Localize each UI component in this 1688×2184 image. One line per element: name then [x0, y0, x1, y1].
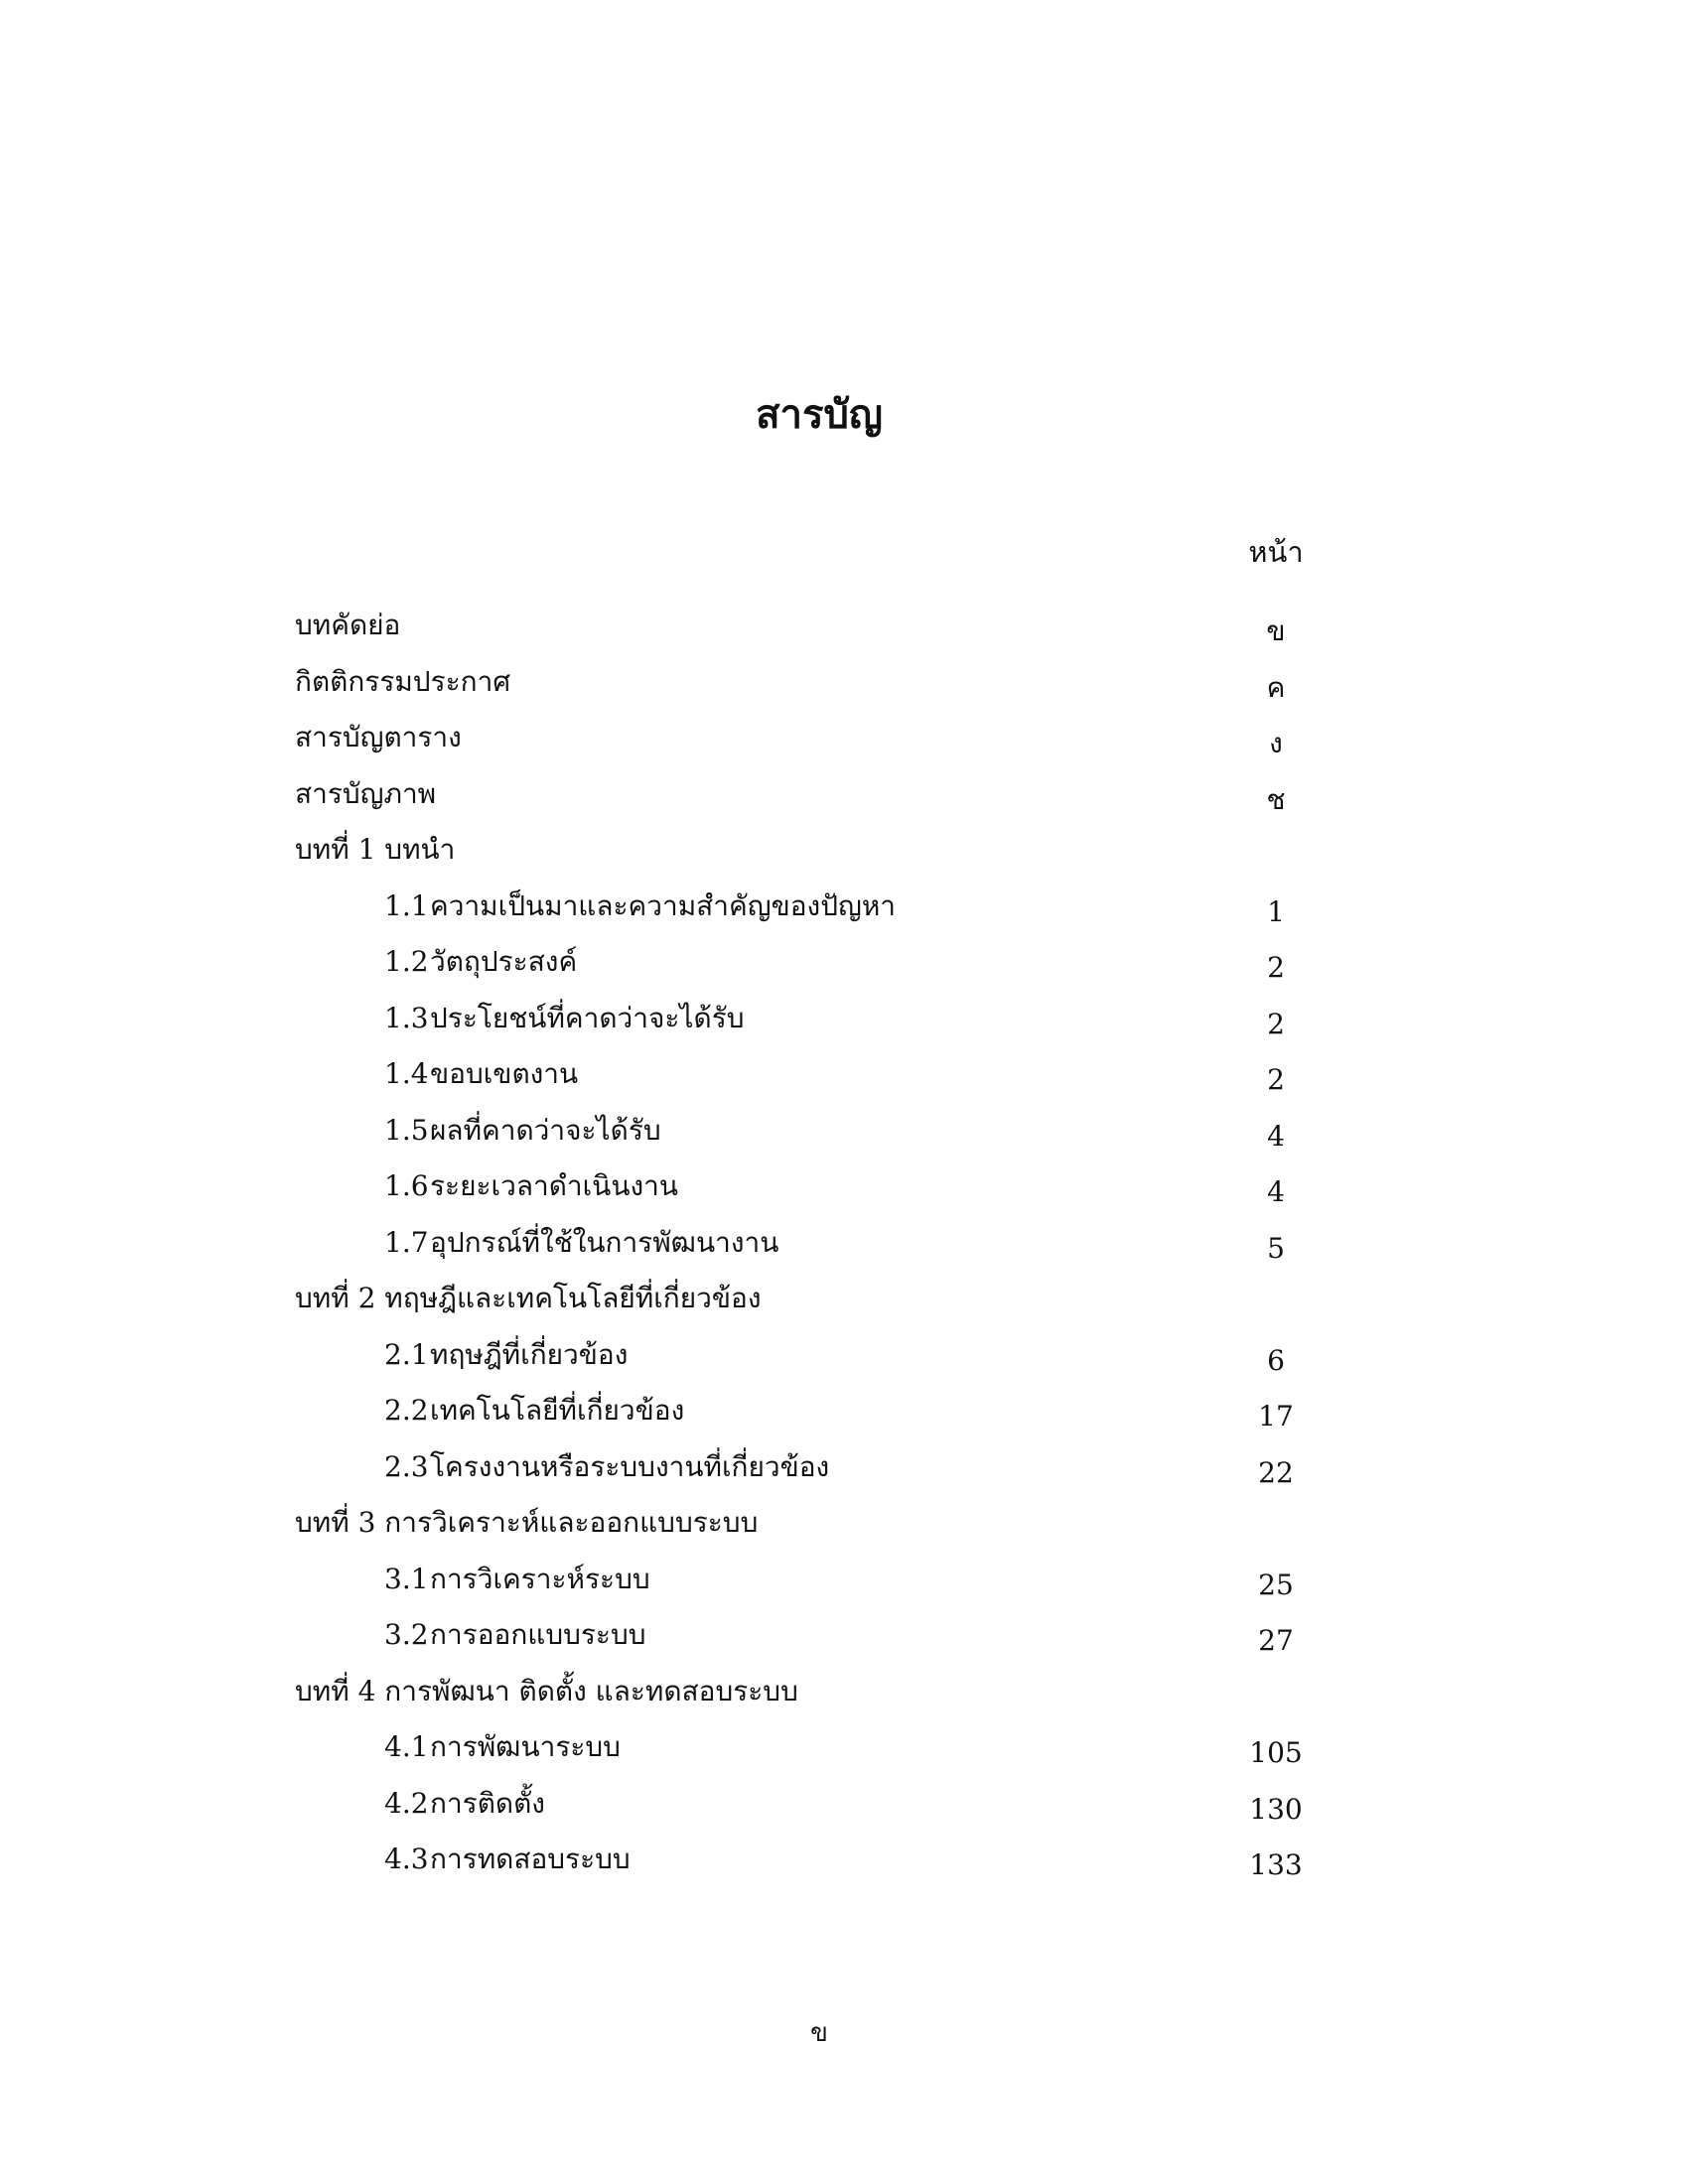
toc-entry-text: การวิเคราะห์ระบบ [430, 1562, 650, 1595]
toc-entry-label [295, 830, 455, 870]
toc-entry-page: 6 [1267, 1343, 1285, 1377]
toc-entry-page: ช [1266, 782, 1286, 816]
toc-entry [0, 1335, 1688, 1392]
toc-entry-label [295, 718, 462, 757]
toc-entry [0, 1615, 1688, 1672]
toc-entry-text: สารบัญตาราง [295, 721, 462, 753]
toc-entry [0, 1672, 1688, 1728]
toc-entry-label [384, 942, 577, 982]
toc-entry-page: 5 [1267, 1231, 1285, 1265]
toc-entry-label [384, 1166, 678, 1206]
toc-entry-text: การออกแบบระบบ [430, 1618, 646, 1651]
toc-entry-text: ประโยชน์ที่คาดว่าจะได้รับ [430, 1001, 745, 1034]
toc-entry-label [384, 1111, 661, 1151]
toc-entry-page: 130 [1249, 1792, 1303, 1826]
toc-entry-label [295, 662, 510, 702]
toc-entry-text: บทที่ 4 การพัฒนา ติดตั้ง และทดสอบระบบ [295, 1674, 798, 1707]
toc-entry-page: 105 [1249, 1736, 1303, 1769]
toc-entry-number: 2.3 [384, 1449, 429, 1483]
toc-entry [0, 1391, 1688, 1447]
toc-entry-page: ข [1266, 614, 1286, 647]
toc-entry [0, 1111, 1688, 1167]
toc-entry-text: สารบัญภาพ [295, 776, 437, 810]
toc-entry-text: การติดตั้ง [430, 1786, 545, 1820]
toc-entry-label [384, 1223, 778, 1263]
toc-entry-label [384, 1335, 628, 1375]
toc-entry-label [384, 1447, 829, 1487]
toc-entry-text: ทฤษฎีที่เกี่ยวข้อง [430, 1337, 629, 1371]
toc-entry-number: 1.5 [384, 1113, 429, 1147]
toc-entry-text: บทที่ 3 การวิเคราะห์และออกแบบระบบ [295, 1506, 759, 1539]
toc-entry-page: 2 [1267, 1063, 1285, 1096]
toc-entry [0, 774, 1688, 831]
toc-entry-page: 27 [1258, 1624, 1294, 1657]
toc-entry-text: การพัฒนาระบบ [430, 1730, 621, 1763]
footer-page-number: ข [810, 2018, 828, 2048]
toc-entry-text: ระยะเวลาดำเนินงาน [430, 1169, 678, 1202]
toc-entry-page: ง [1269, 727, 1283, 759]
toc-entry-number: 3.1 [384, 1562, 429, 1595]
toc-entry [0, 662, 1688, 719]
toc-entry-page: 1 [1267, 894, 1285, 928]
toc-entry-text: บทคัดย่อ [295, 609, 401, 641]
table-of-contents [0, 606, 1688, 1896]
toc-entry [0, 1840, 1688, 1896]
toc-entry-label [384, 887, 896, 926]
toc-entry-number: 1.2 [384, 945, 429, 978]
toc-entry-number: 1.7 [384, 1225, 429, 1259]
toc-entry-text: ผลที่คาดว่าจะได้รับ [430, 1113, 661, 1147]
toc-entry [0, 1279, 1688, 1335]
toc-entry-page: ค [1266, 670, 1286, 704]
toc-entry-text: เทคโนโลยีที่เกี่ยวข้อง [430, 1394, 685, 1427]
toc-entry-text: วัตถุประสงค์ [430, 945, 578, 978]
toc-entry-text: ความเป็นมาและความสำคัญของปัญหา [430, 888, 897, 922]
toc-entry [0, 1054, 1688, 1111]
toc-entry-page: 133 [1249, 1848, 1303, 1881]
toc-entry-number: 2.2 [384, 1394, 429, 1427]
toc-entry-page: 22 [1258, 1455, 1294, 1489]
toc-entry-page: 25 [1258, 1568, 1294, 1601]
toc-entry-page: 2 [1267, 1007, 1285, 1040]
toc-entry [0, 606, 1688, 662]
toc-entry-label [384, 1840, 631, 1879]
toc-entry [0, 999, 1688, 1055]
toc-entry-number: 1.6 [384, 1169, 429, 1202]
toc-entry-label [384, 1560, 650, 1599]
toc-entry [0, 887, 1688, 943]
toc-entry-label [384, 999, 745, 1038]
toc-entry [0, 1447, 1688, 1504]
toc-entry [0, 1166, 1688, 1223]
toc-entry-number: 1.1 [384, 888, 429, 922]
toc-entry-number: 4.3 [384, 1843, 429, 1875]
toc-entry [0, 1503, 1688, 1560]
toc-entry-text: อุปกรณ์ที่ใช้ในการพัฒนางาน [430, 1225, 779, 1259]
toc-entry [0, 830, 1688, 887]
toc-entry-label [295, 774, 436, 814]
toc-entry-label [384, 1054, 578, 1094]
toc-entry-page: 2 [1267, 951, 1285, 984]
toc-entry-number: 1.4 [384, 1057, 429, 1090]
toc-entry-text: โครงงานหรือระบบงานที่เกี่ยวข้อง [430, 1449, 830, 1483]
toc-entry-text: บทที่ 1 บทนำ [295, 833, 456, 866]
page-title: สารบัญ [756, 391, 883, 438]
toc-entry-number: 4.2 [384, 1786, 429, 1820]
toc-entry-text: บทที่ 2 ทฤษฎีและเทคโนโลยีที่เกี่ยวข้อง [295, 1282, 762, 1314]
toc-entry-page: 4 [1267, 1119, 1285, 1153]
toc-entry-label [384, 1615, 646, 1655]
toc-entry-number: 3.2 [384, 1618, 429, 1651]
toc-entry [0, 718, 1688, 774]
toc-entry-label [295, 1503, 758, 1543]
page-column-header: หน้า [1248, 535, 1304, 569]
toc-entry [0, 1223, 1688, 1280]
toc-entry-label [295, 1672, 798, 1711]
toc-entry-label [384, 1391, 684, 1431]
toc-entry-label [384, 1727, 621, 1767]
toc-entry-text: กิตติกรรมประกาศ [295, 664, 511, 698]
toc-entry-label [295, 606, 400, 645]
toc-entry-label [295, 1279, 762, 1318]
toc-entry-page: 4 [1267, 1175, 1285, 1208]
toc-entry [0, 942, 1688, 999]
toc-entry-label [384, 1784, 545, 1824]
toc-entry-number: 4.1 [384, 1730, 429, 1763]
toc-entry-page: 17 [1258, 1400, 1294, 1433]
toc-entry-number: 2.1 [384, 1337, 429, 1371]
toc-entry-text: การทดสอบระบบ [430, 1843, 631, 1875]
toc-entry [0, 1560, 1688, 1616]
toc-entry-text: ขอบเขตงาน [430, 1057, 579, 1090]
toc-entry [0, 1784, 1688, 1841]
toc-entry-number: 1.3 [384, 1001, 429, 1034]
toc-entry [0, 1727, 1688, 1784]
